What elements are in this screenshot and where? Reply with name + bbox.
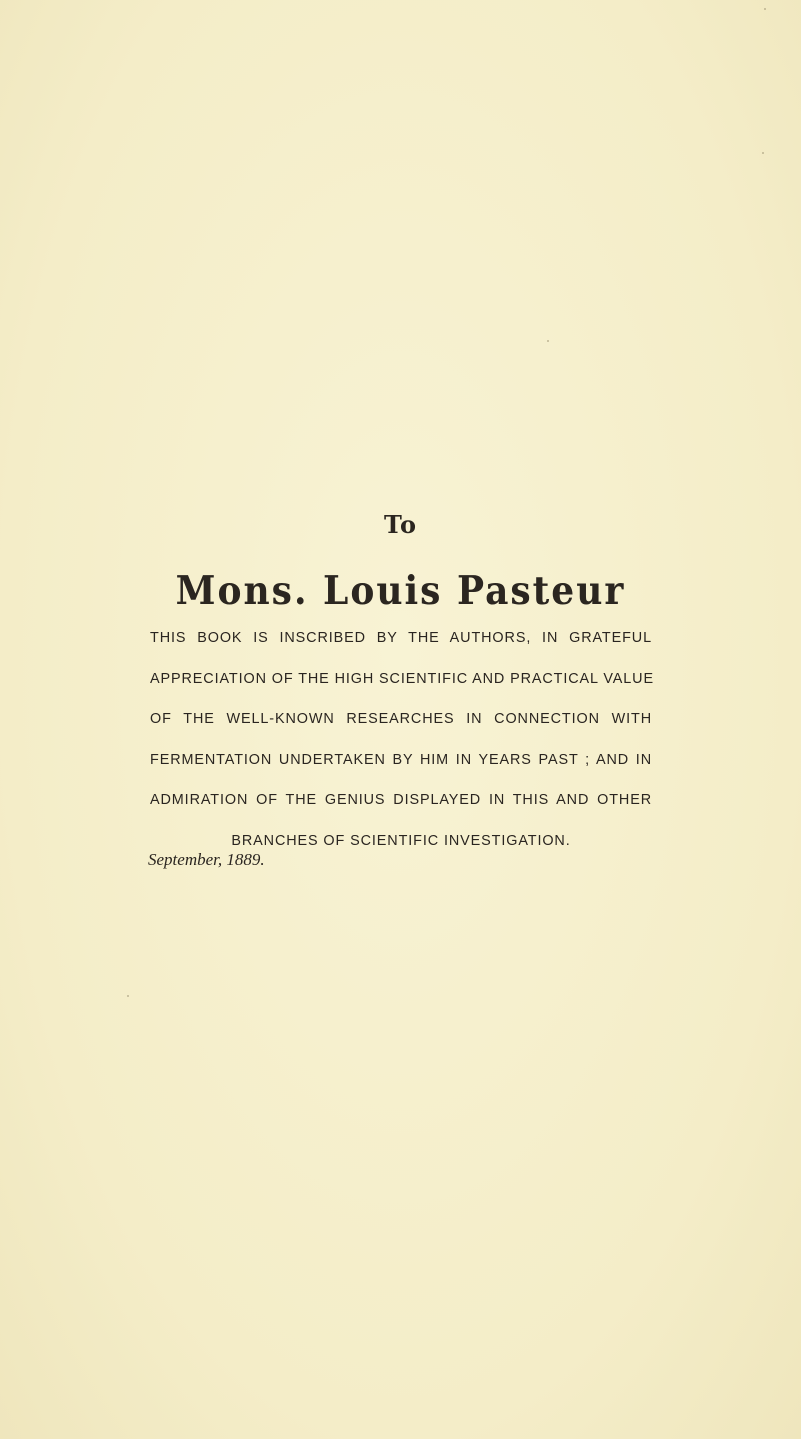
dedication-to: To <box>383 510 418 539</box>
inscription-line: ADMIRATION OF THE GENIUS DISPLAYED IN THIS AND OTHER <box>150 792 652 808</box>
dedicatee-name: Mons. Louis Pasteur <box>175 567 626 615</box>
paper-speck <box>127 995 129 997</box>
paper-speck <box>762 152 764 154</box>
paper-speck <box>764 8 766 10</box>
dedication-date: September, 1889. <box>148 850 265 869</box>
inscription-text <box>150 626 652 869</box>
inscription-line: THIS BOOK IS INSCRIBED BY THE AUTHORS, IN GRATEFUL <box>150 630 652 646</box>
inscription-line: BRANCHES OF SCIENTIFIC INVESTIGATION. <box>231 832 571 849</box>
paper-speck <box>547 340 549 342</box>
inscription-line: OF THE WELL-KNOWN RESEARCHES IN CONNECTION WITH <box>150 711 652 727</box>
inscription-line: APPRECIATION OF THE HIGH SCIENTIFIC AND PRACTICAL VALUE <box>150 670 654 687</box>
inscription-line: FERMENTATION UNDERTAKEN BY HIM IN YEARS PAST ; AND IN <box>150 751 652 768</box>
